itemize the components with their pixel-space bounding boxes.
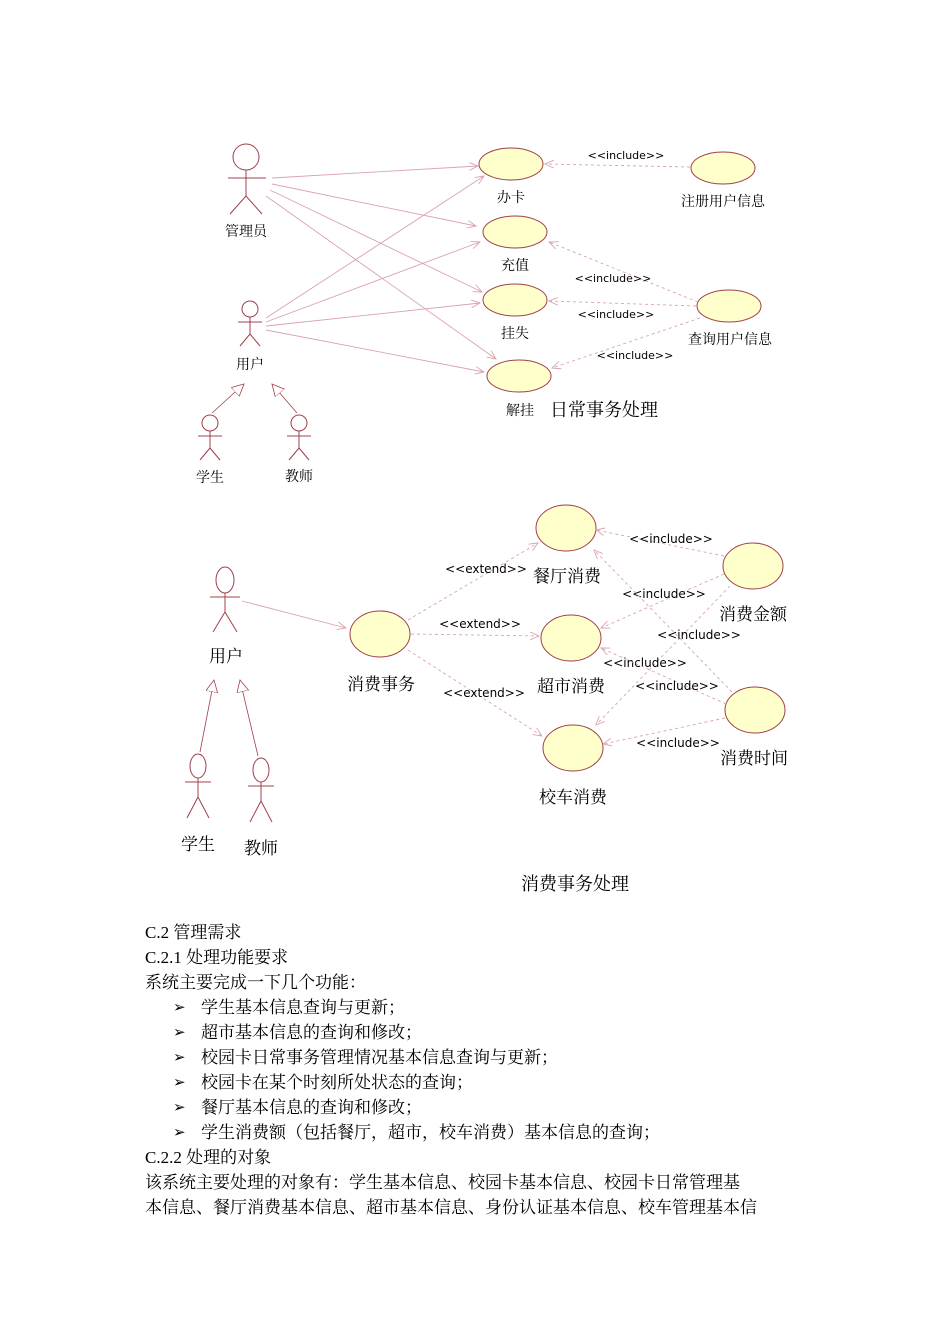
usecase-supermarket-label: 超市消费 [537, 677, 605, 697]
include-label-amount-supermarket: <<include>> [622, 587, 706, 601]
include-label-report-loss: <<include>> [577, 308, 655, 321]
student-actor-icon [198, 415, 222, 460]
student-actor-2-label: 学生 [181, 835, 215, 855]
usecase-recharge [483, 216, 547, 248]
objects-line-2: 本信息、餐厅消费基本信息、超市基本信息、身份认证基本信息、校车管理基本信 [145, 1198, 757, 1217]
include-label-recharge: <<include>> [574, 272, 652, 285]
bullet-arrow-icon: ➢ [173, 1098, 186, 1116]
usecase-query-info-label: 查询用户信息 [688, 332, 772, 348]
list-item: ➢ 学生基本信息查询与更新； [145, 995, 815, 1020]
extend-label-canteen: <<extend>> [445, 562, 527, 576]
extend-label-supermarket: <<extend>> [439, 617, 521, 631]
usecase-report-loss-label: 挂失 [501, 326, 529, 342]
student-actor-label: 学生 [196, 470, 224, 486]
list-item: ➢ 餐厅基本信息的查询和修改； [145, 1095, 815, 1120]
bullet-arrow-icon: ➢ [173, 998, 186, 1016]
usecase-supermarket [541, 615, 601, 661]
usecase-canteen-label: 餐厅消费 [533, 567, 601, 587]
usecase-issue-card-label: 办卡 [497, 190, 525, 206]
list-item: ➢ 校园卡日常事务管理情况基本信息查询与更新； [145, 1045, 815, 1070]
student-actor-2-icon [185, 754, 211, 818]
usecase-report-loss [483, 284, 547, 316]
function-list [145, 995, 815, 1145]
heading-c2: C.2 管理需求 [145, 923, 242, 942]
list-item: ➢ 学生消费额（包括餐厅，超市，校车消费）基本信息的查询； [145, 1120, 815, 1145]
usecase-amount [723, 543, 783, 589]
extend-label-bus: <<extend>> [443, 686, 525, 700]
objects-line-1: 该系统主要处理的对象有：学生基本信息、校园卡基本信息、校园卡日常管理基 [145, 1173, 740, 1192]
list-item: ➢ 校园卡在某个时刻所处状态的查询； [145, 1070, 815, 1095]
include-label-cancel-loss: <<include>> [596, 349, 674, 362]
daily-affairs-caption: 日常事务处理 [550, 400, 658, 420]
usecase-bus [543, 725, 603, 771]
usecase-time-label: 消费时间 [720, 749, 788, 769]
include-label-amount-canteen: <<include>> [629, 532, 713, 546]
teacher-actor-label: 教师 [285, 469, 313, 485]
include-label-time-bus: <<include>> [636, 736, 720, 750]
bullet-arrow-icon: ➢ [173, 1123, 186, 1141]
usecase-query-info [697, 290, 761, 322]
usecase-amount-label: 消费金额 [719, 605, 787, 625]
usecase-time [725, 687, 785, 733]
teacher-actor-2-icon [248, 758, 274, 822]
usecase-cancel-loss [487, 360, 551, 392]
user-actor-icon [238, 301, 262, 346]
teacher-actor-icon [287, 415, 311, 460]
list-item: ➢ 超市基本信息的查询和修改； [145, 1020, 815, 1045]
usecase-register-info-label: 注册用户信息 [681, 194, 765, 210]
teacher-actor-2-label: 教师 [244, 839, 278, 859]
include-label-amount-bus: <<include>> [603, 656, 687, 670]
bullet-arrow-icon: ➢ [173, 1048, 186, 1066]
consumption-diagram [0, 490, 950, 900]
bullet-arrow-icon: ➢ [173, 1073, 186, 1091]
usecase-cancel-loss-label: 解挂 [506, 403, 534, 419]
admin-actor-icon [228, 144, 266, 214]
include-label-time-supermarket: <<include>> [635, 679, 719, 693]
usecase-register-info [691, 152, 755, 184]
consumption-caption: 消费事务处理 [521, 874, 629, 894]
heading-c22: C.2.2 处理的对象 [145, 1148, 272, 1167]
include-label-time-canteen: <<include>> [657, 628, 741, 642]
usecase-canteen [536, 505, 596, 551]
daily-affairs-diagram [0, 0, 950, 500]
user-actor-label: 用户 [236, 357, 264, 373]
requirements-text [145, 920, 815, 1220]
include-label-register: <<include>> [587, 149, 665, 162]
user-actor-2-label: 用户 [209, 647, 243, 667]
heading-c21: C.2.1 处理功能要求 [145, 948, 289, 967]
bullet-arrow-icon: ➢ [173, 1023, 186, 1041]
functions-intro: 系统主要完成一下几个功能： [145, 973, 366, 992]
usecase-consume [350, 611, 410, 657]
admin-actor-label: 管理员 [225, 224, 267, 240]
usecase-recharge-label: 充值 [501, 258, 529, 274]
user-actor-2-icon [210, 567, 240, 632]
usecase-bus-label: 校车消费 [539, 788, 607, 808]
usecase-issue-card [479, 148, 543, 180]
usecase-consume-label: 消费事务 [347, 675, 415, 695]
